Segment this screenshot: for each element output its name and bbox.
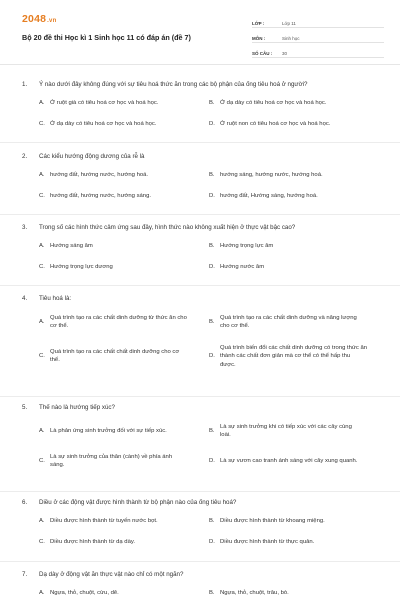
answer-option-b[interactable]	[209, 171, 379, 179]
answer-text: Là phản ứng sinh trưởng đối với sự tiếp xúc.	[50, 428, 167, 435]
question-stem	[22, 81, 382, 89]
answer-option-a[interactable]	[39, 589, 209, 597]
answer-list	[39, 314, 382, 369]
answer-letter: B.	[209, 243, 215, 249]
answer-text: hướng sáng, hướng nước, hướng hoá.	[220, 172, 323, 178]
answer-option-a[interactable]	[39, 99, 209, 107]
answer-letter: B.	[209, 319, 215, 326]
answer-option-b[interactable]	[209, 99, 379, 107]
answer-text: Hướng trọng lực dương	[50, 264, 113, 270]
answer-option-a[interactable]	[39, 242, 209, 250]
answer-letter: A.	[39, 319, 45, 326]
answer-letter: D.	[209, 458, 215, 465]
answer-text: Hướng sáng âm	[50, 243, 93, 249]
meta-value: Lớp 11	[282, 21, 296, 26]
question-7	[22, 571, 382, 597]
answer-option-d[interactable]	[209, 192, 379, 200]
answer-letter: D.	[209, 264, 215, 270]
answer-option-a[interactable]	[39, 423, 209, 440]
answer-text: Hướng nước âm	[220, 264, 265, 270]
answer-text: Là sự sinh trưởng khi có tiếp xúc với các cây cùng loài.	[220, 424, 352, 439]
question-number: 1.	[22, 81, 28, 88]
answer-text: Diều được hình thành từ tuyến nước bọt.	[50, 518, 158, 524]
answer-option-c[interactable]	[39, 453, 209, 470]
answer-letter: B.	[209, 100, 215, 106]
question-stem	[22, 404, 382, 412]
answer-text: Quá trình biến đổi các chất dinh dưỡng có trong thức ăn thành các chất đơn giản mà cơ thể có thể hấp thu được.	[220, 344, 367, 368]
meta-label: SỐ CÂU :	[252, 51, 273, 56]
answer-option-d[interactable]	[209, 344, 381, 369]
question-stem	[22, 295, 382, 303]
header-divider	[0, 64, 400, 65]
brand-name: 2048	[22, 13, 47, 25]
answer-letter: A.	[39, 590, 45, 596]
answer-text: Hướng trọng lực âm	[220, 243, 274, 249]
answer-option-b[interactable]	[209, 589, 379, 597]
answer-letter: D.	[209, 121, 215, 127]
question-divider	[0, 561, 400, 562]
meta-row-count	[252, 45, 384, 58]
answer-text: Ở ruột già có tiêu hoá cơ học và hoá học.	[50, 100, 159, 106]
answer-letter: C.	[39, 264, 45, 270]
answer-list	[39, 242, 382, 271]
question-3	[22, 224, 382, 271]
answer-option-a[interactable]	[39, 314, 209, 331]
question-text: Diều ở các động vật được hình thành từ bộ phận nào của ống tiêu hoá?	[39, 499, 237, 506]
answer-letter: A.	[39, 172, 45, 178]
answer-list	[39, 423, 382, 470]
answer-text: Diều được hình thành từ dạ dày.	[50, 539, 135, 545]
question-number: 4.	[22, 295, 28, 302]
question-2	[22, 153, 382, 200]
answer-text: Quá trình tạo ra các chất chất dinh dưỡng cho cơ thể.	[50, 349, 180, 364]
answer-text: Diều được hình thành từ khoang miệng.	[220, 518, 325, 524]
answer-text: Ở dạ dày có tiêu hoá cơ học và hoá học.	[220, 100, 327, 106]
answer-letter: C.	[39, 193, 45, 199]
answer-option-b[interactable]	[209, 517, 379, 525]
answer-letter: B.	[209, 172, 215, 178]
question-number: 6.	[22, 499, 28, 506]
answer-letter: C.	[39, 458, 45, 465]
answer-text: hướng đất, hướng nước, hướng sáng.	[50, 193, 151, 199]
brand-logo[interactable]	[22, 13, 56, 25]
question-divider	[0, 142, 400, 143]
answer-list	[39, 99, 382, 128]
question-4	[22, 295, 382, 369]
question-text: Trong số các hình thức cảm ứng sau đây, hình thức nào không xuất hiện ở thực vật bậc cao?	[39, 224, 296, 231]
answer-option-c[interactable]	[39, 120, 209, 128]
meta-row-subject	[252, 30, 384, 43]
meta-label: MÔN :	[252, 36, 266, 41]
answer-option-b[interactable]	[209, 423, 381, 440]
answer-text: Quá trình tạo ra các chất dinh dưỡng từ thức ăn cho cơ thể.	[50, 315, 187, 330]
question-5	[22, 404, 382, 470]
answer-text: Diều được hình thành từ thực quản.	[220, 539, 315, 545]
question-1	[22, 81, 382, 128]
question-number: 3.	[22, 224, 28, 231]
answer-text: Ở dạ dày có tiêu hoá cơ học và hoá học.	[50, 121, 157, 127]
meta-row-class	[252, 15, 384, 28]
document-title: Bộ 20 đề thi Học kì 1 Sinh học 11 có đáp án (đề 7)	[22, 33, 191, 42]
answer-text: Là sự sinh trưởng của thân (cành) về phía ánh sáng.	[50, 453, 173, 469]
question-text: Ý nào dưới đây không đúng với sự tiêu hoá thức ăn trong các bộ phận của ống tiêu hoá ở người?	[39, 81, 308, 88]
question-number: 7.	[22, 571, 28, 578]
question-text: Các kiểu hướng động dương của rễ là	[39, 153, 145, 160]
question-number: 5.	[22, 404, 28, 411]
meta-value: 30	[282, 51, 288, 56]
answer-letter: D.	[209, 353, 215, 360]
answer-list	[39, 171, 382, 200]
answer-list	[39, 589, 382, 597]
answer-option-d[interactable]	[209, 538, 379, 546]
answer-letter: C.	[39, 353, 45, 360]
answer-option-d[interactable]	[209, 263, 379, 271]
question-divider	[0, 396, 400, 397]
answer-text: hướng đất, Hướng sáng, hướng hoá.	[220, 193, 318, 199]
question-text: Dạ dày ở động vật ăn thực vật nào chỉ có một ngăn?	[39, 571, 184, 578]
answer-option-d[interactable]	[209, 120, 379, 128]
question-divider	[0, 285, 400, 286]
meta-box	[252, 15, 384, 60]
answer-letter: B.	[209, 590, 215, 596]
answer-text: Ngựa, thỏ, chuột, trâu, bò.	[220, 590, 289, 596]
answer-option-b[interactable]	[209, 314, 381, 331]
answer-option-b[interactable]	[209, 242, 379, 250]
answer-letter: B.	[209, 428, 215, 435]
question-divider	[0, 214, 400, 215]
answer-text: Là sự vươn cao tranh ánh sáng với cây xung quanh.	[220, 458, 358, 465]
answer-option-d[interactable]	[209, 453, 381, 470]
answer-letter: C.	[39, 539, 45, 545]
answer-letter: B.	[209, 518, 215, 524]
answer-letter: A.	[39, 100, 45, 106]
question-text: Thế nào là hướng tiếp xúc?	[39, 404, 115, 411]
answer-text: Ở ruột non có tiêu hoá cơ học và hoá học.	[220, 121, 331, 127]
answer-text: Ngựa, thỏ, chuột, cừu, dê.	[50, 590, 119, 596]
question-text: Tiêu hoá là:	[39, 295, 72, 302]
answer-letter: A.	[39, 243, 45, 249]
meta-label: LỚP :	[252, 21, 265, 26]
answer-option-a[interactable]	[39, 171, 209, 179]
answer-option-c[interactable]	[39, 344, 209, 369]
meta-value: Sinh học	[282, 36, 300, 41]
answer-option-a[interactable]	[39, 517, 209, 525]
answer-text: Quá trình tạo ra các chất dinh dưỡng và năng lượng cho cơ thể.	[220, 315, 357, 330]
question-divider	[0, 491, 400, 492]
answer-letter: A.	[39, 428, 45, 435]
question-number: 2.	[22, 153, 28, 160]
brand-tld: .vn	[47, 18, 57, 24]
question-stem	[22, 153, 382, 161]
question-stem	[22, 499, 382, 507]
answer-letter: A.	[39, 518, 45, 524]
answer-letter: D.	[209, 539, 215, 545]
question-6	[22, 499, 382, 546]
answer-option-c[interactable]	[39, 263, 209, 271]
header	[0, 0, 400, 63]
answer-letter: C.	[39, 121, 45, 127]
answer-letter: D.	[209, 193, 215, 199]
answer-option-c[interactable]	[39, 192, 209, 200]
question-stem	[22, 571, 382, 579]
question-stem	[22, 224, 382, 232]
answer-text: hướng đất, hướng nước, hướng hoá.	[50, 172, 149, 178]
answer-list	[39, 517, 382, 546]
answer-option-c[interactable]	[39, 538, 209, 546]
